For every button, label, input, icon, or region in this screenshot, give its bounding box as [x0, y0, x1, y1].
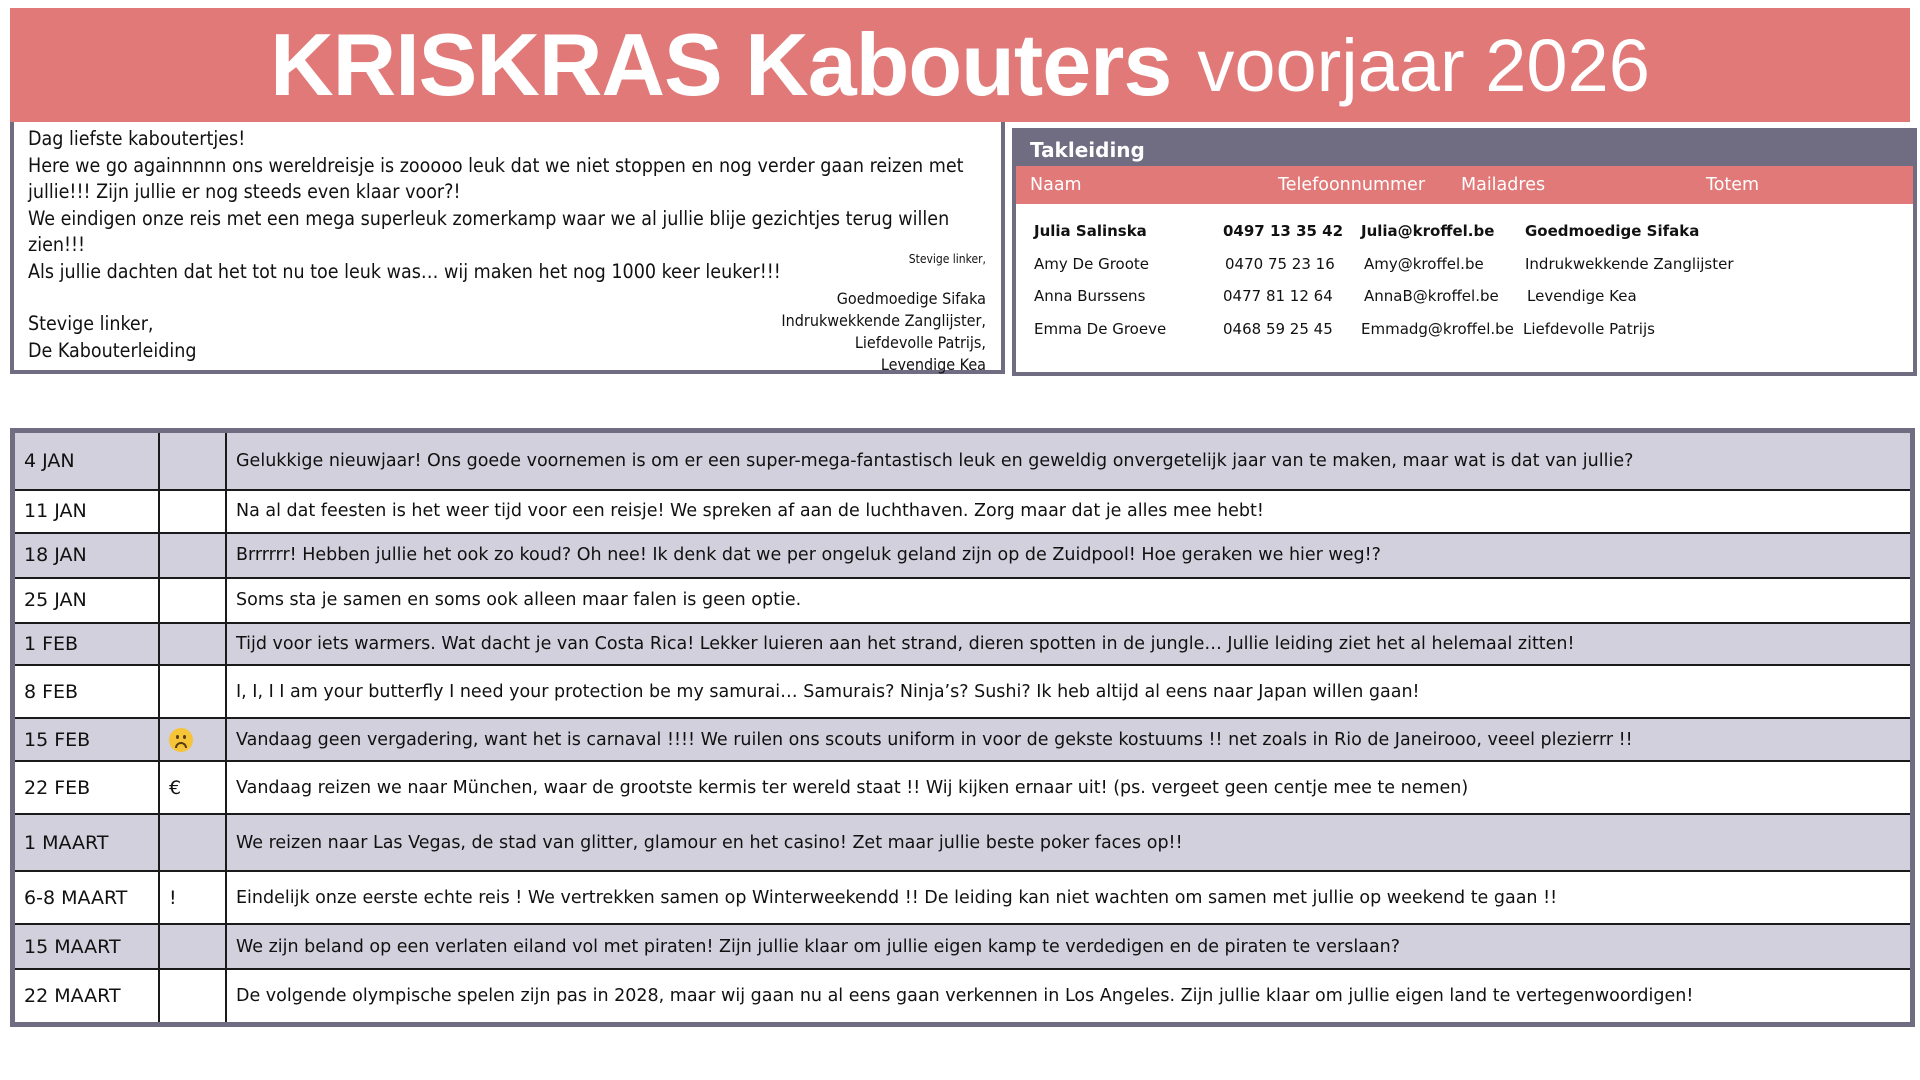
schedule-description: Gelukkige nieuwjaar! Ons goede voornemen is om er een super-mega-fantastisch leuk en geweldig onvergetelijk jaar van te maken, maar wat is dat van jullie?: [226, 433, 1910, 490]
schedule-row: [15, 761, 1910, 814]
leader-phone: 0497 13 35 42: [1223, 222, 1344, 240]
schedule-row: [15, 433, 1910, 490]
letter-paragraph: Here we go againnnnn ons wereldreisje is zooooo leuk dat we niet stoppen en nog verder gaan reizen met jullie!!! Zijn jullie er nog steeds even klaar voor?!: [28, 153, 964, 203]
leaders-rows: [1016, 204, 1913, 344]
title-banner: [10, 8, 1910, 122]
schedule-date: 11 JAN: [15, 490, 159, 533]
schedule-row: [15, 718, 1910, 761]
schedule-mark: [159, 490, 226, 533]
welcome-letter: [10, 122, 1005, 374]
leader-name: Emma De Groeve: [1034, 319, 1167, 338]
schedule-date: 8 FEB: [15, 665, 159, 718]
schedule-row: [15, 623, 1910, 666]
schedule-mark: [159, 623, 226, 666]
title-main: KRISKRAS Kabouters: [270, 15, 1172, 114]
schedule-row: [15, 969, 1910, 1022]
leaders-title: Takleiding: [1016, 128, 1913, 166]
schedule-row: [15, 533, 1910, 578]
letter-small-note: Stevige linker,: [908, 252, 986, 266]
leader-phone: 0477 81 12 64: [1223, 287, 1333, 305]
schedule-mark: [159, 969, 226, 1022]
schedule-date: 15 FEB: [15, 718, 159, 761]
schedule-description: Soms sta je samen en soms ook alleen maar falen is geen optie.: [226, 578, 1910, 623]
schedule-mark: [159, 718, 226, 761]
schedule-description: Vandaag geen vergadering, want het is carnaval !!!! We ruilen ons scouts uniform in voor de gekste kostuums !! net zoals in Rio de Janeirooo, veeel plezierrr !!: [226, 718, 1910, 761]
schedule-row: [15, 578, 1910, 623]
leader-name: Amy De Groote: [1034, 254, 1149, 273]
letter-greeting: Dag liefste kaboutertjes!: [28, 127, 246, 150]
leaders-column-headers: [1016, 166, 1913, 204]
schedule-mark: !: [159, 871, 226, 924]
leader-email[interactable]: Amy@kroffel.be: [1364, 254, 1484, 273]
schedule-date: 22 FEB: [15, 761, 159, 814]
leader-name: Julia Salinska: [1034, 222, 1147, 240]
schedule-date: 4 JAN: [15, 433, 159, 490]
leaders-panel: [1012, 128, 1917, 376]
schedule-table: [10, 428, 1915, 1027]
letter-totems: [781, 288, 986, 376]
leader-email[interactable]: AnnaB@kroffel.be: [1364, 287, 1499, 305]
leader-row: [1016, 214, 1913, 247]
leader-row: [1016, 312, 1913, 345]
signoff-line: Stevige linker,: [28, 312, 154, 335]
letter-signoff: [28, 310, 196, 364]
leader-totem: Indrukwekkende Zanglijster: [1525, 254, 1734, 273]
schedule-date: 25 JAN: [15, 578, 159, 623]
schedule-description: I, I, I I am your butterfly I need your protection be my samurai… Samurais? Ninja’s? Sushi? Ik heb altijd al eens naar Japan willen gaan!: [226, 665, 1910, 718]
column-header-phone: Telefoonnummer: [1278, 175, 1426, 195]
letter-body: [28, 126, 988, 285]
column-header-name: Naam: [1030, 175, 1082, 195]
schedule-mark: [159, 578, 226, 623]
title-season: voorjaar 2026: [1197, 23, 1650, 107]
totem-line: Liefdevolle Patrijs,: [854, 333, 986, 352]
schedule-mark: [159, 924, 226, 969]
schedule-mark: [159, 814, 226, 871]
leader-email[interactable]: Julia@kroffel.be: [1361, 222, 1495, 240]
schedule-date: 1 MAART: [15, 814, 159, 871]
totem-line: Indrukwekkende Zanglijster,: [781, 311, 986, 330]
leader-totem: Goedmoedige Sifaka: [1525, 222, 1700, 240]
schedule-row: [15, 665, 1910, 718]
leader-phone: 0468 59 25 45: [1223, 319, 1333, 338]
schedule-description: Eindelijk onze eerste echte reis ! We vertrekken samen op Winterweekendd !! De leiding kan niet wachten om samen met jullie op weekend te gaan !!: [226, 871, 1910, 924]
schedule-description: We reizen naar Las Vegas, de stad van glitter, glamour en het casino! Zet maar jullie beste poker faces op!!: [226, 814, 1910, 871]
schedule-date: 18 JAN: [15, 533, 159, 578]
schedule-mark: [159, 533, 226, 578]
leader-phone: 0470 75 23 16: [1225, 254, 1335, 273]
leader-row: [1016, 247, 1913, 280]
leader-row: [1016, 279, 1913, 312]
signoff-line: De Kabouterleiding: [28, 339, 197, 362]
totem-line: Goedmoedige Sifaka: [836, 289, 986, 308]
schedule-date: 15 MAART: [15, 924, 159, 969]
schedule-mark: €: [159, 761, 226, 814]
schedule-row: [15, 871, 1910, 924]
schedule-date: 6-8 MAART: [15, 871, 159, 924]
totem-line: Levendige Kea: [880, 355, 986, 374]
schedule-description: Tijd voor iets warmers. Wat dacht je van Costa Rica! Lekker luieren aan het strand, dieren spotten in de jungle… Jullie leiding ziet het al helemaal zitten!: [226, 623, 1910, 666]
schedule-mark: [159, 665, 226, 718]
leader-email[interactable]: Emmadg@kroffel.be: [1361, 319, 1514, 338]
schedule-description: Na al dat feesten is het weer tijd voor een reisje! We spreken af aan de luchthaven. Zorg maar dat je alles mee hebt!: [226, 490, 1910, 533]
schedule-date: 1 FEB: [15, 623, 159, 666]
schedule-description: Brrrrrr! Hebben jullie het ook zo koud? Oh nee! Ik denk dat we per ongeluk geland zijn op de Zuidpool! Hoe geraken we hier weg!?: [226, 533, 1910, 578]
letter-paragraph: We eindigen onze reis met een mega superleuk zomerkamp waar we al jullie blije gezichtjes terug willen zien!!!: [28, 206, 950, 256]
sad-face-icon: [169, 728, 193, 752]
schedule-row: [15, 814, 1910, 871]
column-header-email: Mailadres: [1461, 175, 1546, 195]
schedule-description: Vandaag reizen we naar München, waar de grootste kermis ter wereld staat !! Wij kijken ernaar uit! (ps. vergeet geen centje mee te nemen): [226, 761, 1910, 814]
schedule-mark: [159, 433, 226, 490]
schedule-description: We zijn beland op een verlaten eiland vol met piraten! Zijn jullie klaar om jullie eigen kamp te verdedigen en de piraten te verslaan?: [226, 924, 1910, 969]
leader-totem: Liefdevolle Patrijs: [1523, 319, 1655, 338]
column-header-totem: Totem: [1706, 175, 1760, 195]
schedule-description: De volgende olympische spelen zijn pas in 2028, maar wij gaan nu al eens gaan verkennen in Los Angeles. Zijn jullie klaar om jullie eigen land te vertegenwoordigen!: [226, 969, 1910, 1022]
leader-name: Anna Burssens: [1034, 287, 1146, 305]
letter-paragraph: Als jullie dachten dat het tot nu toe leuk was… wij maken het nog 1000 keer leuker!!!: [28, 259, 781, 283]
schedule-row: [15, 490, 1910, 533]
schedule-body: [15, 433, 1910, 1022]
schedule-row: [15, 924, 1910, 969]
leader-totem: Levendige Kea: [1527, 287, 1637, 305]
schedule-date: 22 MAART: [15, 969, 159, 1022]
